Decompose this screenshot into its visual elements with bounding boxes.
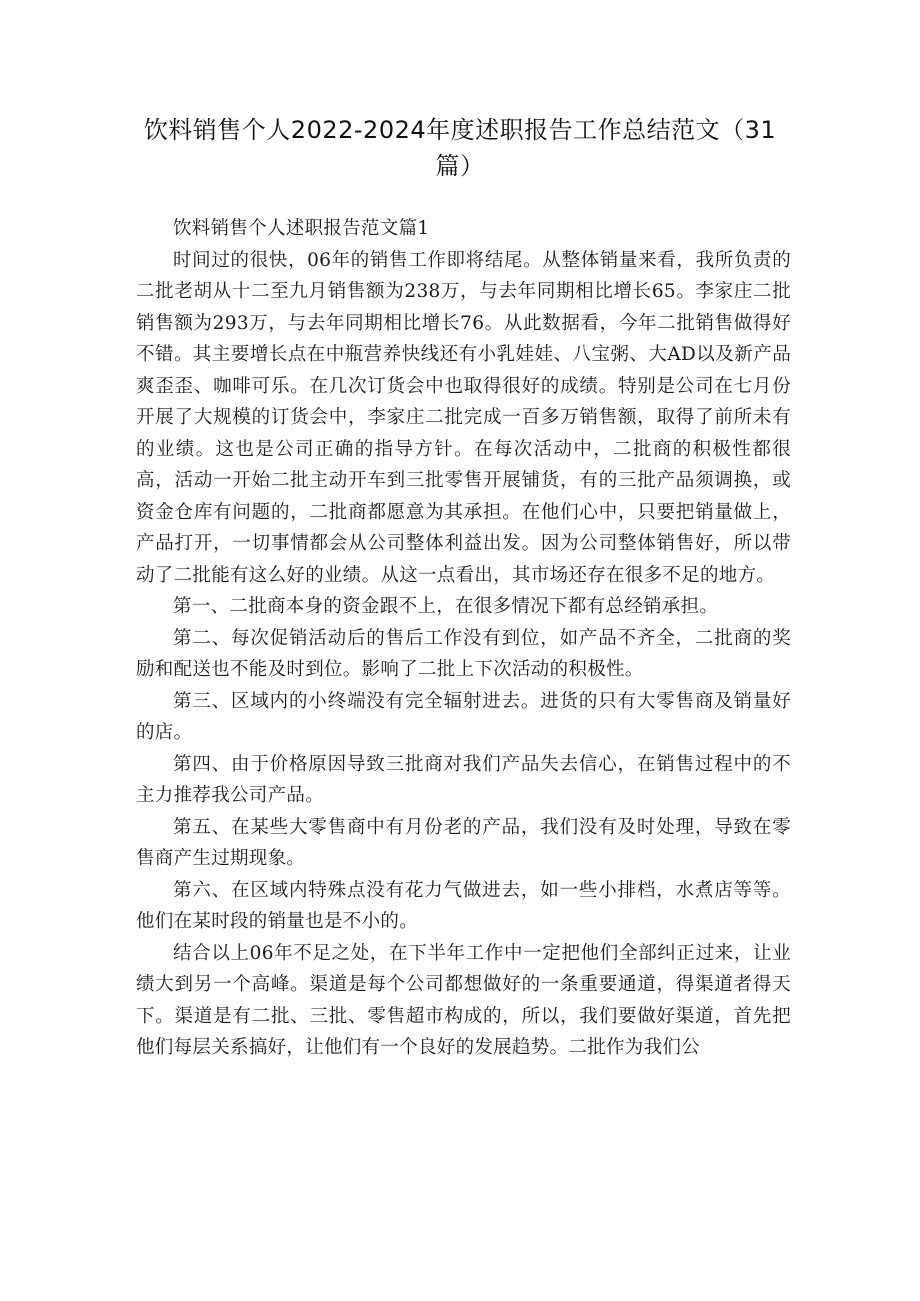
paragraph: 第四、由于价格原因导致三批商对我们产品失去信心，在销售过程中的不主力推荐我公司产品。 <box>136 753 791 806</box>
document-title: 饮料销售个人2022-2024年度述职报告工作总结范文（31篇） <box>143 116 777 180</box>
paragraph: 第二、每次促销活动后的售后工作没有到位，如产品不齐全，二批商的奖励和配送也不能及时到位。影响了二批上下次活动的积极性。 <box>136 627 791 680</box>
paragraph: 结合以上06年不足之处，在下半年工作中一定把他们全部纠正过来，让业绩大到另一个高峰。渠道是每个公司都想做好的一条重要通道，得渠道者得天下。渠道是有二批、三批、零售超市构成的，所以，我们要做好渠道，首先把他们每层关系搞好，让他们有一个良好的发展趋势。二批作为我们公 <box>136 942 791 1058</box>
paragraph: 第三、区域内的小终端没有完全辐射进去。进货的只有大零售商及销量好的店。 <box>136 690 791 743</box>
document-body <box>136 213 791 1064</box>
paragraph: 第五、在某些大零售商中有月份老的产品，我们没有及时处理，导致在零售商产生过期现象。 <box>136 816 791 869</box>
section-heading: 饮料销售个人述职报告范文篇1 <box>173 218 430 239</box>
paragraph: 第一、二批商本身的资金跟不上，在很多情况下都有总经销承担。 <box>173 596 719 617</box>
paragraph: 第六、在区域内特殊点没有花力气做进去，如一些小排档，水煮店等等。他们在某时段的销量也是不小的。 <box>136 879 791 932</box>
paragraph: 时间过的很快，06年的销售工作即将结尾。从整体销量来看，我所负责的二批老胡从十二至九月销售额为238万，与去年同期相比增长65。李家庄二批销售额为293万，与去年同期相比增长76。从此数据看，今年二批销售做得好不错。其主要增长点在中瓶营养快线还有小乳娃娃、八宝粥、大AD以及新产品爽歪歪、咖啡可乐。在几次订货会中也取得很好的成绩。特别是公司在七月份开展了大规模的订货会中，李家庄二批完成一百多万销售额，取得了前所未有的业绩。这也是公司正确的指导方针。在每次活动中，二批商的积极性都很高，活动一开始二批主动开车到三批零售开展铺货，有的三批产品须调换，或资金仓库有问题的，二批商都愿意为其承担。在他们心中，只要把销量做上，产品打开，一切事情都会从公司整体利益出发。因为公司整体销售好，所以带动了二批能有这么好的业绩。从这一点看出，其市场还存在很多不足的地方。 <box>136 249 791 586</box>
